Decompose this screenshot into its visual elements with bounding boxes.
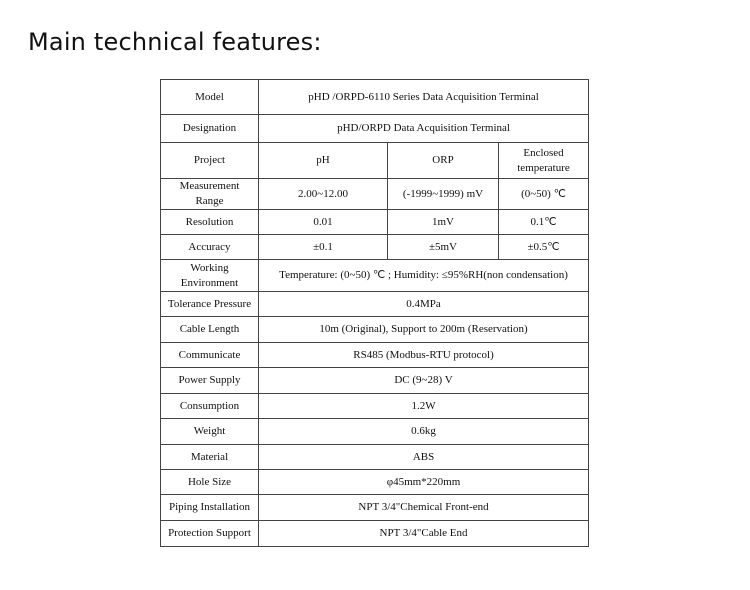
table-row (161, 521, 589, 547)
table-row (161, 143, 589, 179)
page-heading: Main technical features: (28, 28, 322, 56)
row-label-designation: Designation (161, 115, 259, 143)
table-row (161, 368, 589, 394)
table-row (161, 292, 589, 317)
piping-installation-value: NPT 3/4"Chemical Front-end (259, 495, 589, 521)
row-label-measurement-range: Measurement Range (161, 179, 259, 210)
designation-value: pHD/ORPD Data Acquisition Terminal (259, 115, 589, 143)
project-orp: ORP (388, 143, 499, 179)
row-label-material: Material (161, 445, 259, 470)
row-label-protection-support: Protection Support (161, 521, 259, 547)
accuracy-temp: ±0.5℃ (499, 235, 589, 260)
consumption-value: 1.2W (259, 394, 589, 419)
working-environment-value: Temperature: (0~50) ℃ ; Humidity: ≤95%RH(non condensation) (259, 260, 589, 292)
tolerance-pressure-value: 0.4MPa (259, 292, 589, 317)
hole-size-value: φ45mm*220mm (259, 470, 589, 495)
resolution-ph: 0.01 (259, 210, 388, 235)
table-row (161, 80, 589, 115)
row-label-consumption: Consumption (161, 394, 259, 419)
table-row (161, 179, 589, 210)
row-label-project: Project (161, 143, 259, 179)
table-row (161, 343, 589, 368)
communicate-value: RS485 (Modbus-RTU protocol) (259, 343, 589, 368)
table-row (161, 445, 589, 470)
row-label-accuracy: Accuracy (161, 235, 259, 260)
row-label-resolution: Resolution (161, 210, 259, 235)
row-label-hole-size: Hole Size (161, 470, 259, 495)
table-row (161, 210, 589, 235)
measurement-range-ph: 2.00~12.00 (259, 179, 388, 210)
row-label-tolerance-pressure: Tolerance Pressure (161, 292, 259, 317)
model-value: pHD /ORPD-6110 Series Data Acquisition Terminal (259, 80, 589, 115)
row-label-model: Model (161, 80, 259, 115)
spec-table (160, 79, 589, 547)
table-row (161, 115, 589, 143)
table-row (161, 260, 589, 292)
table-row (161, 419, 589, 445)
resolution-orp: 1mV (388, 210, 499, 235)
accuracy-ph: ±0.1 (259, 235, 388, 260)
accuracy-orp: ±5mV (388, 235, 499, 260)
measurement-range-orp: (-1999~1999) mV (388, 179, 499, 210)
row-label-cable-length: Cable Length (161, 317, 259, 343)
row-label-working-environment: Working Environment (161, 260, 259, 292)
row-label-power-supply: Power Supply (161, 368, 259, 394)
project-ph: pH (259, 143, 388, 179)
protection-support-value: NPT 3/4"Cable End (259, 521, 589, 547)
table-row (161, 394, 589, 419)
weight-value: 0.6kg (259, 419, 589, 445)
material-value: ABS (259, 445, 589, 470)
cable-length-value: 10m (Original), Support to 200m (Reservation) (259, 317, 589, 343)
row-label-weight: Weight (161, 419, 259, 445)
measurement-range-temp: (0~50) ℃ (499, 179, 589, 210)
resolution-temp: 0.1℃ (499, 210, 589, 235)
table-row (161, 235, 589, 260)
row-label-piping-installation: Piping Installation (161, 495, 259, 521)
project-temp: Enclosed temperature (499, 143, 589, 179)
table-row (161, 495, 589, 521)
table-row (161, 317, 589, 343)
power-supply-value: DC (9~28) V (259, 368, 589, 394)
table-row (161, 470, 589, 495)
row-label-communicate: Communicate (161, 343, 259, 368)
